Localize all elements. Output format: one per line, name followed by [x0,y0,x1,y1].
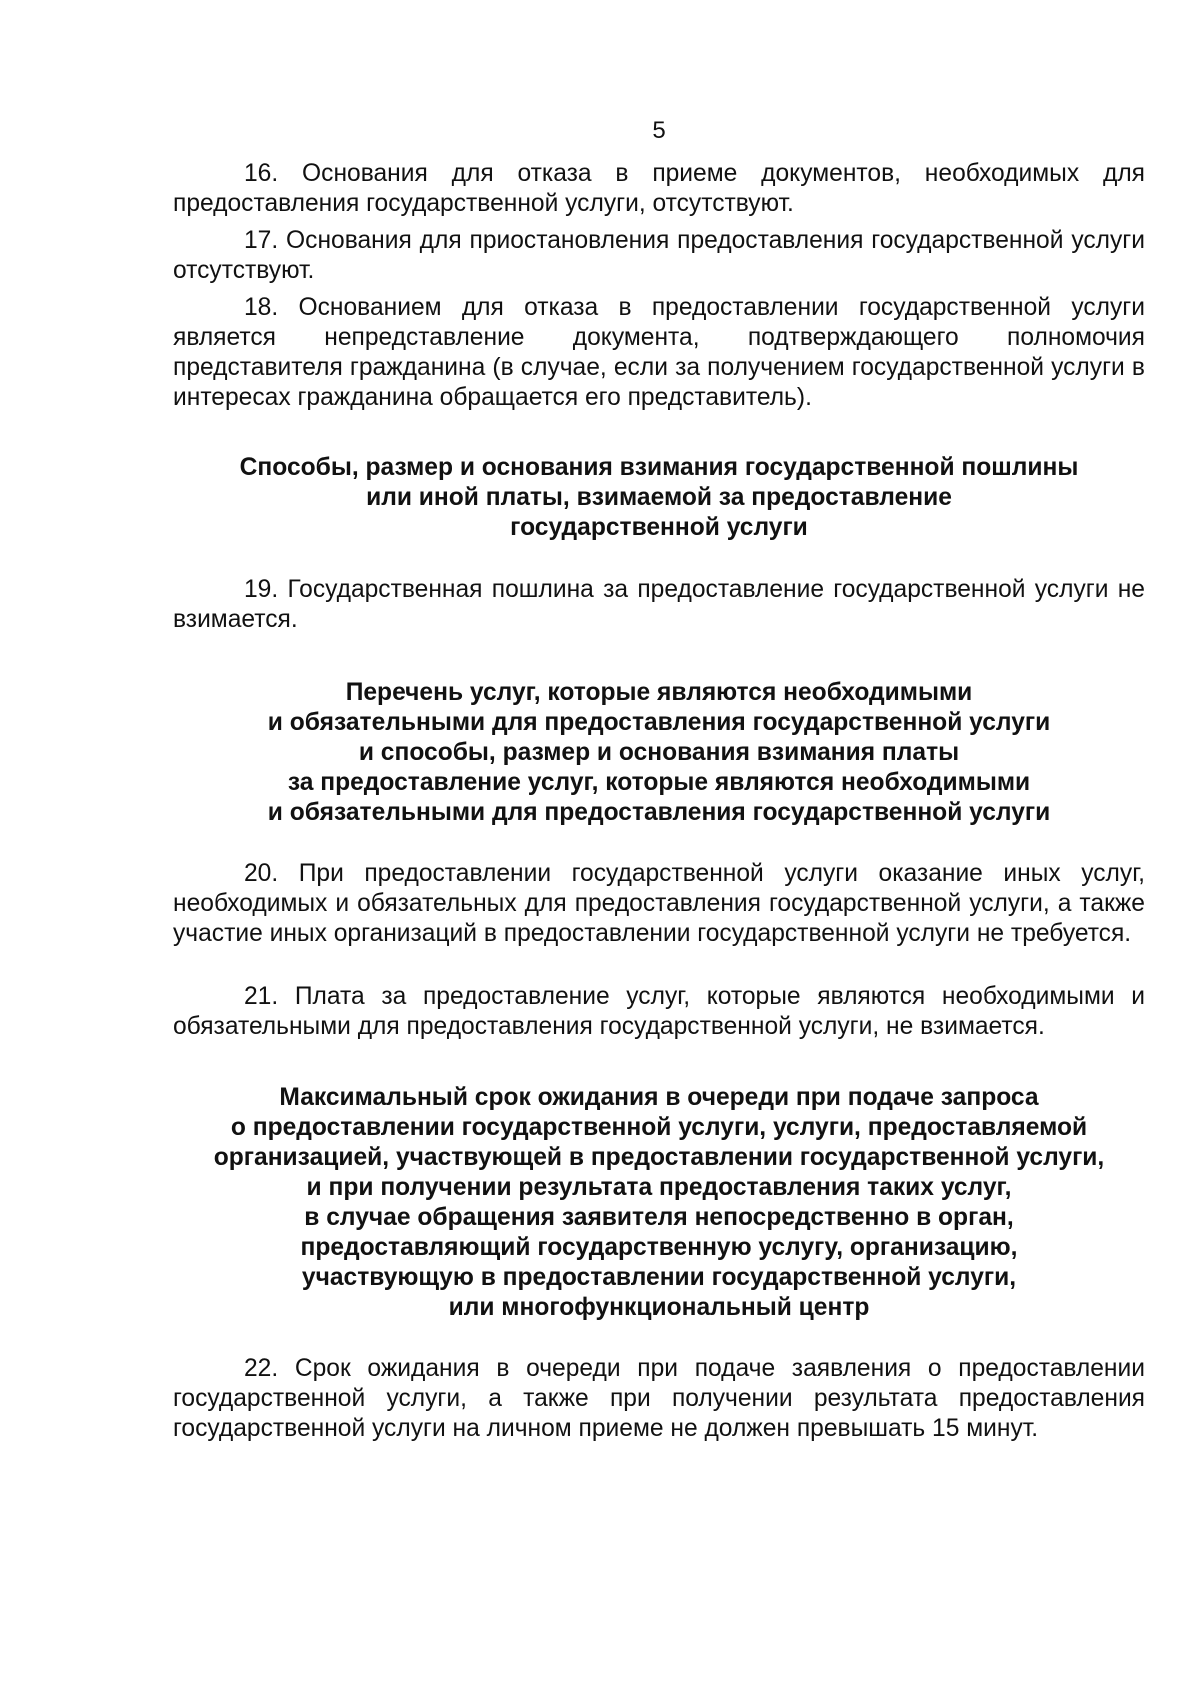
section-heading-queue-time [173,1083,1145,1323]
heading-line: предоставляющий государственную услугу, организацию, [300,1234,1018,1261]
heading-line: в случае обращения заявителя непосредственно в орган, [304,1204,1014,1231]
heading-line: и обязательными для предоставления государственной услуги [267,709,1051,736]
heading-line: государственной услуги [510,514,808,541]
heading-line: участвующую в предоставлении государственной услуги, [301,1264,1017,1291]
heading-line: или многофункциональный центр [448,1294,870,1321]
paragraph-22: 22. Срок ожидания в очереди при подаче заявления о предоставлении государственной услуги, а также при получении результата предоставления государственной услуги на личном приеме не должен превышать 15 минут. [173,1355,1145,1442]
heading-line: Перечень услуг, которые являются необходимыми [345,679,973,706]
paragraph-19: 19. Государственная пошлина за предоставление государственной услуги не взимается. [173,576,1145,633]
paragraph-16: 16. Основания для отказа в приеме документов, необходимых для предоставления государственной услуги, отсутствуют. [173,160,1145,217]
heading-line: о предоставлении государственной услуги, услуги, предоставляемой [230,1114,1088,1141]
heading-line: организацией, участвующей в предоставлении государственной услуги, [213,1144,1105,1171]
section-heading-fees [173,453,1145,543]
heading-line: Способы, размер и основания взимания государственной пошлины [239,454,1079,481]
paragraph-20: 20. При предоставлении государственной услуги оказание иных услуг, необходимых и обязательных для предоставления государственной услуги, а также участие иных организаций в предоставлении государственной услуги не требуется. [173,860,1145,947]
paragraph-21: 21. Плата за предоставление услуг, которые являются необходимыми и обязательными для предоставления государственной услуги, не взимается. [173,983,1145,1040]
heading-line: и при получении результата предоставления таких услуг, [306,1174,1012,1201]
heading-line: и обязательными для предоставления государственной услуги [267,799,1051,826]
page-number: 5 [652,117,666,144]
heading-line: Максимальный срок ожидания в очереди при подаче запроса [279,1084,1039,1111]
heading-line: за предоставление услуг, которые являются необходимыми [287,769,1031,796]
heading-line: или иной платы, взимаемой за предоставление [366,484,952,511]
paragraph-18: 18. Основанием для отказа в предоставлении государственной услуги является непредставление документа, подтверждающего полномочия представителя гражданина (в случае, если за получением государственной услуги в интересах гражданина обращается его представитель). [173,294,1145,411]
heading-line: и способы, размер и основания взимания платы [358,739,960,766]
section-heading-services-list [173,678,1145,828]
paragraph-17: 17. Основания для приостановления предоставления государственной услуги отсутствуют. [173,227,1145,284]
